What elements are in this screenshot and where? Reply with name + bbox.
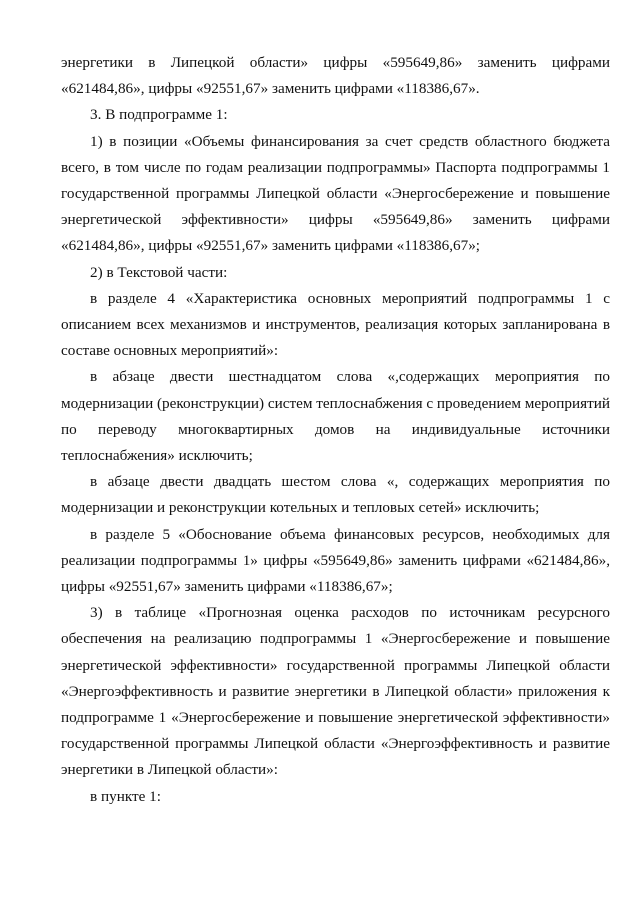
paragraph-continuation: энергетики в Липецкой области» цифры «595649,86» заменить цифрами «621484,86», цифры «92551,67» заменить цифрами «118386,67». [61,54,610,98]
paragraph-section-5: в разделе 5 «Обоснование объема финансовых ресурсов, необходимых для реализации подпрограммы 1» цифры «595649,86» заменить цифрами «621484,86», цифры «92551,67» заменить цифрами «118386,67»; [61,525,610,596]
paragraph-point-1: в пункте 1: [90,787,161,805]
paragraph-section-3-heading: 3. В подпрограмме 1: [90,106,228,124]
paragraph-item-3: 3) в таблице «Прогнозная оценка расходов по источникам ресурсного обеспечения на реализацию подпрограммы 1 «Энергосбережение и повышение энергетической эффективности» государственной программы Липецкой области «Энергоэффективность и развитие энергетики в Липецкой области» приложения к подпрограмме 1 «Энергосбережение и повышение энергетической эффективности» государственной программы Липецкой области «Энергоэффективность и развитие энергетики в Липецкой области»: [61,604,610,779]
paragraph-abzac-216: в абзаце двести шестнадцатом слова «,содержащих мероприятия по модернизации (реконструкции) систем теплоснабжения с проведением мероприятий по переводу многоквартирных домов на индивидуальные источники теплоснабжения» исключить; [61,368,610,465]
paragraph-section-4: в разделе 4 «Характеристика основных мероприятий подпрограммы 1 с описанием всех механизмов и инструментов, реализация которых запланирована в составе основных мероприятий»: [61,289,610,360]
paragraph-item-2: 2) в Текстовой части: [90,263,228,281]
paragraph-abzac-226: в абзаце двести двадцать шестом слова «, содержащих мероприятия по модернизации и реконструкции котельных и тепловых сетей» исключить; [61,473,610,517]
document-body [61,50,610,810]
paragraph-item-1: 1) в позиции «Объемы финансирования за счет средств областного бюджета всего, в том числе по годам реализации подпрограммы» Паспорта подпрограммы 1 государственной программы Липецкой области «Энергосбережение и повышение энергетической эффективности» цифры «595649,86» заменить цифрами «621484,86», цифры «92551,67» заменить цифрами «118386,67»; [61,132,610,255]
